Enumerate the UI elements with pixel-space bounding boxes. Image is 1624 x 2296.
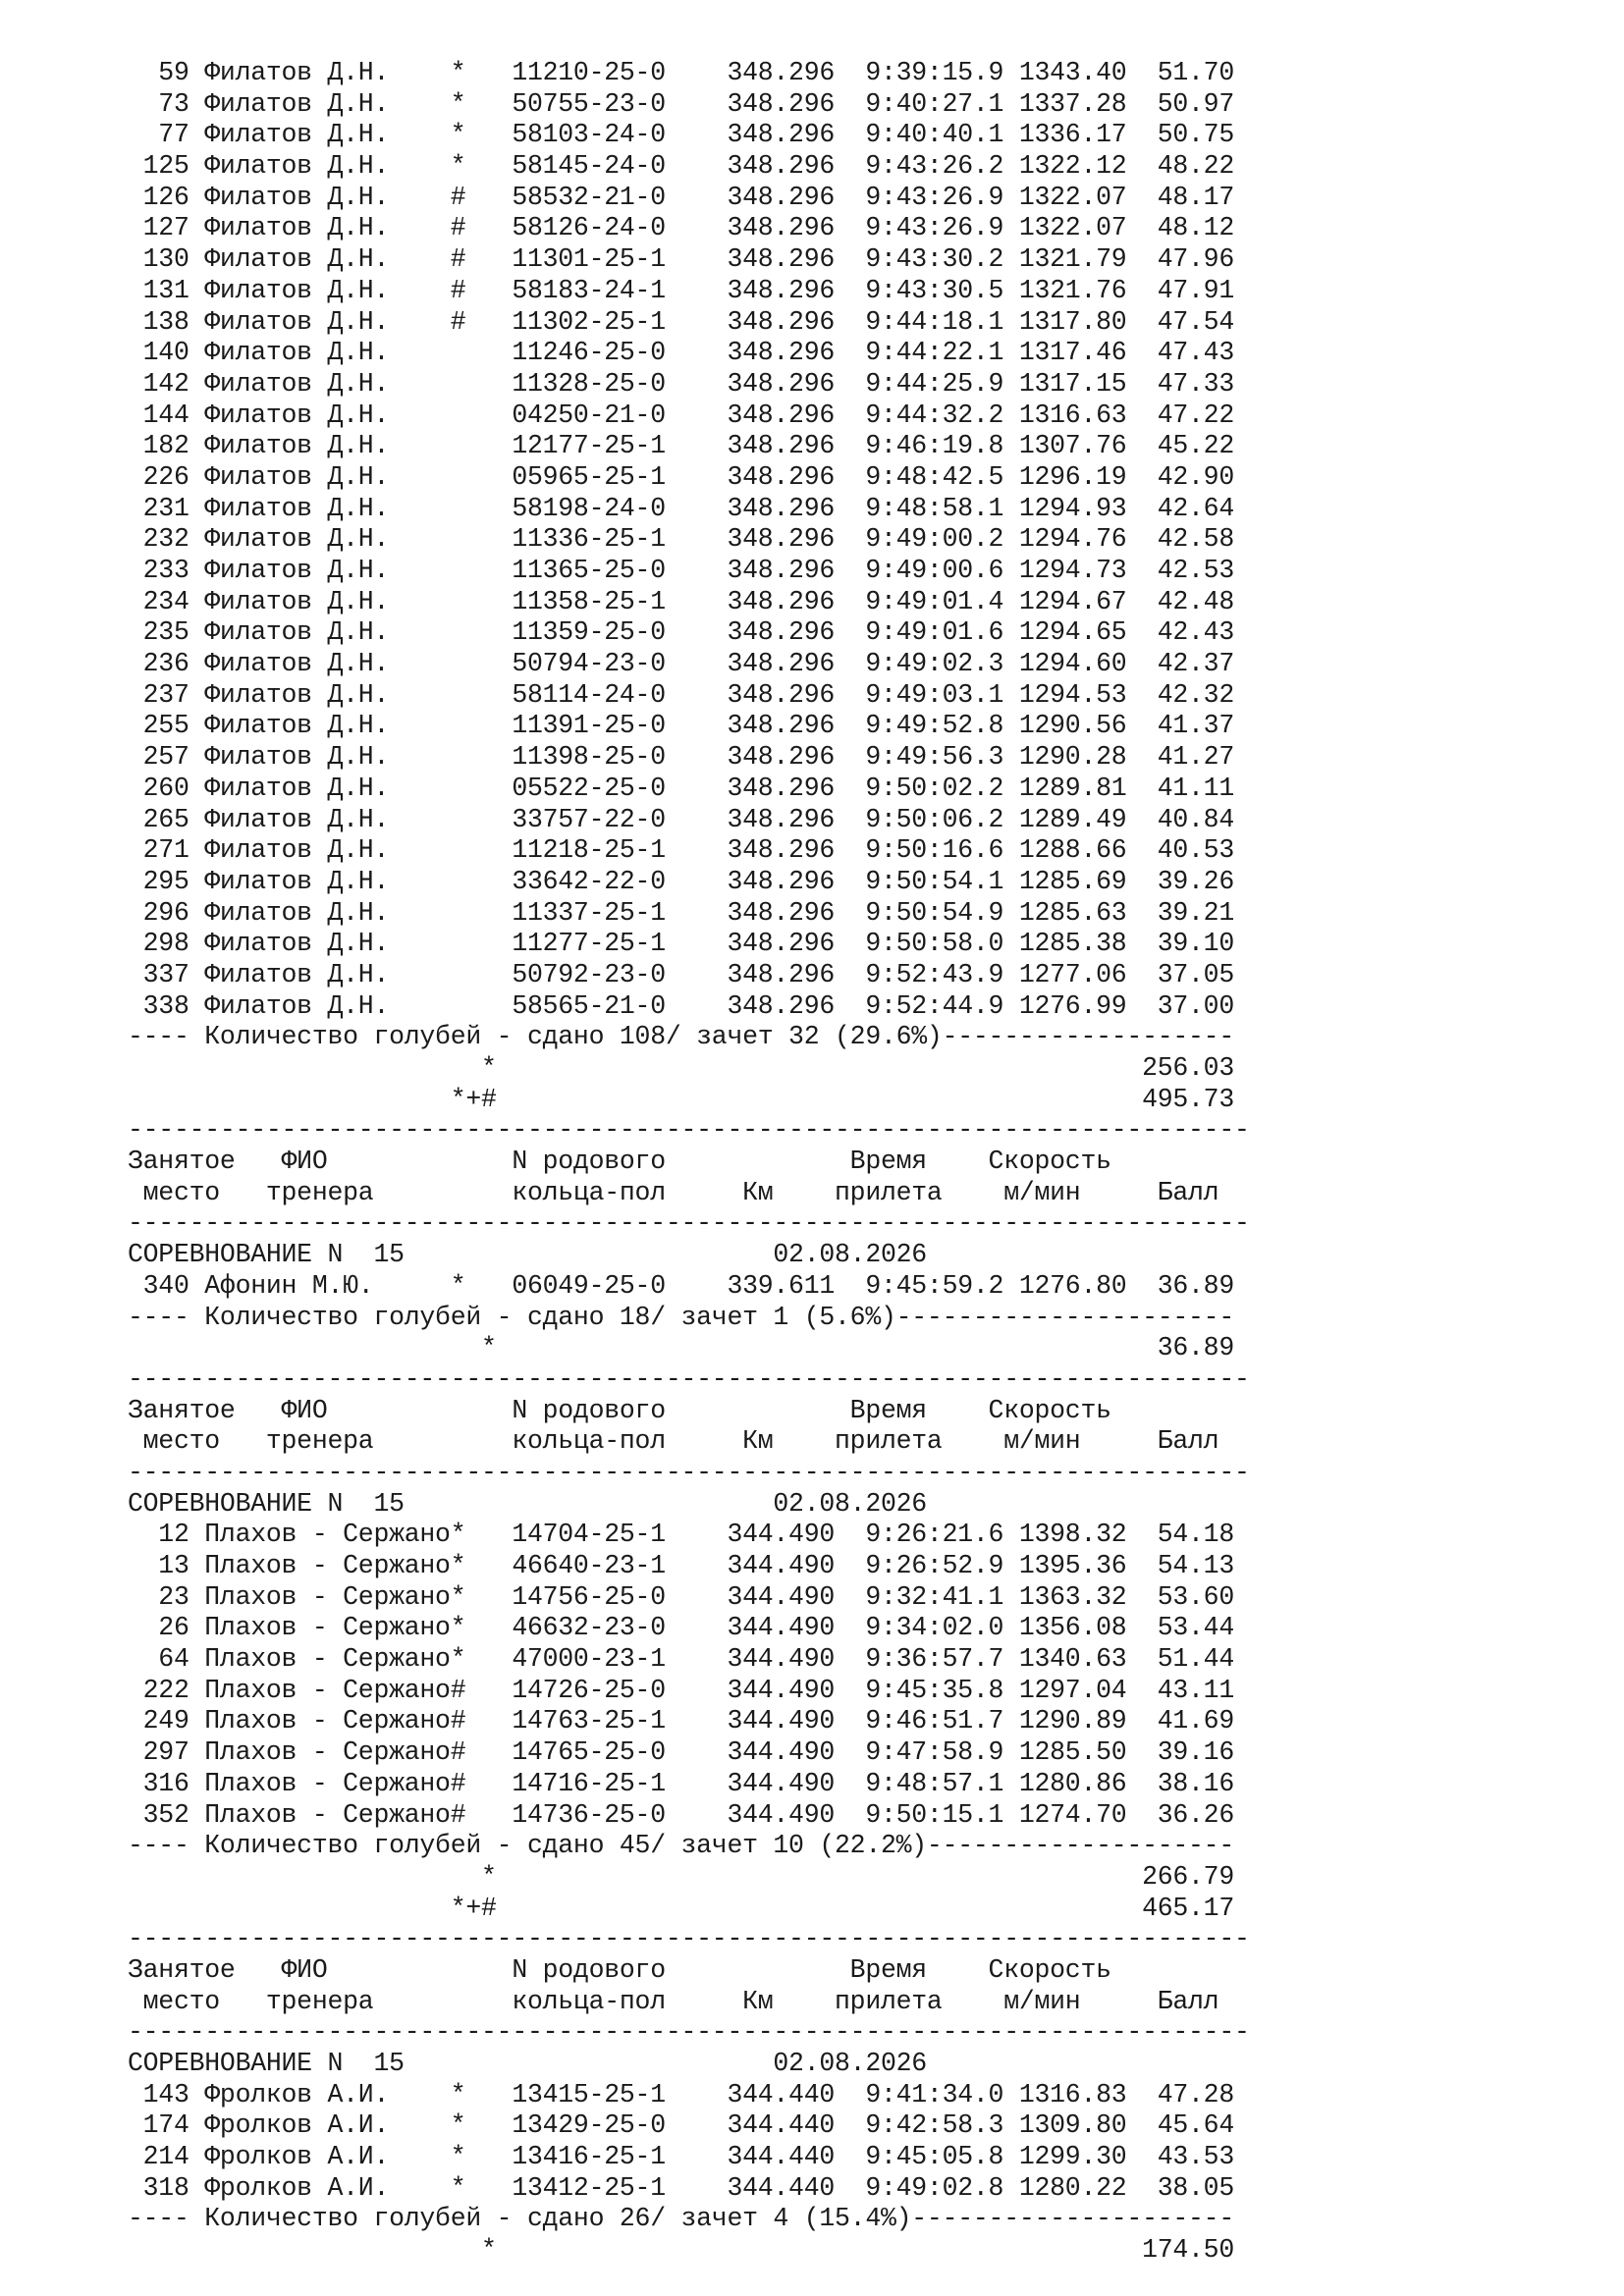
points-subtotal: *+# 465.17 — [128, 1893, 1234, 1923]
result-row: 182 Филатов Д.Н. 12177-25-1 348.296 9:46:19.8 1307.76 45.22 — [128, 431, 1234, 461]
result-row: 226 Филатов Д.Н. 05965-25-1 348.296 9:48:42.5 1296.19 42.90 — [128, 461, 1234, 492]
result-row: 296 Филатов Д.Н. 11337-25-1 348.296 9:50:54.9 1285.63 39.21 — [128, 897, 1234, 928]
pigeon-count-summary: ---- Количество голубей - сдано 108/ зачет 32 (29.6%)------------------- — [128, 1022, 1234, 1052]
result-row: 77 Филатов Д.Н. * 58103-24-0 348.296 9:40:40.1 1336.17 50.75 — [128, 120, 1234, 150]
competition-heading: СОРЕВНОВАНИЕ N 15 02.08.2026 — [128, 1488, 927, 1519]
result-row: 130 Филатов Д.Н. # 11301-25-1 348.296 9:43:30.2 1321.79 47.96 — [128, 244, 1234, 275]
separator-line: ------------------------------------------------------------------------- — [128, 1363, 1250, 1394]
points-subtotal: * 36.89 — [128, 1333, 1234, 1363]
result-row: 127 Филатов Д.Н. # 58126-24-0 348.296 9:43:26.9 1322.07 48.12 — [128, 213, 1234, 243]
result-row: 214 Фролков А.И. * 13416-25-1 344.440 9:45:05.8 1299.30 43.53 — [128, 2142, 1234, 2172]
pigeon-count-summary: ---- Количество голубей - сдано 45/ зачет 10 (22.2%)-------------------- — [128, 1831, 1234, 1861]
separator-line: ------------------------------------------------------------------------- — [128, 1208, 1250, 1239]
points-subtotal: * 174.50 — [128, 2235, 1234, 2266]
result-row: 338 Филатов Д.Н. 58565-21-0 348.296 9:52:44.9 1276.99 37.00 — [128, 990, 1234, 1021]
result-row: 340 Афонин М.Ю. * 06049-25-0 339.611 9:45:59.2 1276.80 36.89 — [128, 1270, 1234, 1301]
competition-heading: СОРЕВНОВАНИЕ N 15 02.08.2026 — [128, 2049, 927, 2078]
result-row: 59 Филатов Д.Н. * 11210-25-0 348.296 9:39:15.9 1343.40 51.70 — [128, 58, 1234, 87]
separator-line: ------------------------------------------------------------------------- — [128, 1115, 1250, 1146]
points-subtotal: * 256.03 — [128, 1053, 1234, 1083]
column-header: Занятое ФИО N родового Время Скорость — [128, 1954, 1111, 1985]
result-row: 233 Филатов Д.Н. 11365-25-0 348.296 9:49:00.6 1294.73 42.53 — [128, 556, 1234, 585]
result-row: 12 Плахов - Сержано* 14704-25-1 344.490 9:26:21.6 1398.32 54.18 — [128, 1520, 1234, 1550]
result-row: 316 Плахов - Сержано# 14716-25-1 344.490 9:48:57.1 1280.86 38.16 — [128, 1768, 1234, 1798]
column-header: место тренера кольца-пол Км прилета м/мин Балл — [128, 1426, 1219, 1457]
result-row: 231 Филатов Д.Н. 58198-24-0 348.296 9:48:58.1 1294.93 42.64 — [128, 493, 1234, 523]
result-row: 174 Фролков А.И. * 13429-25-0 344.440 9:42:58.3 1309.80 45.64 — [128, 2110, 1234, 2141]
result-row: 337 Филатов Д.Н. 50792-23-0 348.296 9:52:43.9 1277.06 37.05 — [128, 959, 1234, 989]
result-row: 13 Плахов - Сержано* 46640-23-1 344.490 9:26:52.9 1395.36 54.13 — [128, 1551, 1234, 1580]
result-row: 298 Филатов Д.Н. 11277-25-1 348.296 9:50:58.0 1285.38 39.10 — [128, 929, 1234, 959]
points-subtotal: * 266.79 — [128, 1861, 1234, 1892]
separator-line: ------------------------------------------------------------------------- — [128, 2017, 1250, 2048]
result-row: 143 Фролков А.И. * 13415-25-1 344.440 9:41:34.0 1316.83 47.28 — [128, 2079, 1234, 2109]
pigeon-count-summary: ---- Количество голубей - сдано 26/ зачет 4 (15.4%)--------------------- — [128, 2204, 1234, 2234]
result-row: 125 Филатов Д.Н. * 58145-24-0 348.296 9:43:26.2 1322.12 48.22 — [128, 151, 1234, 182]
result-row: 26 Плахов - Сержано* 46632-23-0 344.490 9:34:02.0 1356.08 53.44 — [128, 1613, 1234, 1643]
result-row: 265 Филатов Д.Н. 33757-22-0 348.296 9:50:06.2 1289.49 40.84 — [128, 804, 1234, 834]
result-row: 144 Филатов Д.Н. 04250-21-0 348.296 9:44:32.2 1316.63 47.22 — [128, 400, 1234, 430]
result-row: 318 Фролков А.И. * 13412-25-1 344.440 9:49:02.8 1280.22 38.05 — [128, 2172, 1234, 2203]
column-header: Занятое ФИО N родового Время Скорость — [128, 1395, 1111, 1425]
result-row: 73 Филатов Д.Н. * 50755-23-0 348.296 9:40:27.1 1337.28 50.97 — [128, 88, 1234, 119]
result-row: 352 Плахов - Сержано# 14736-25-0 344.490 9:50:15.1 1274.70 36.26 — [128, 1799, 1234, 1830]
result-row: 140 Филатов Д.Н. 11246-25-0 348.296 9:44:22.1 1317.46 47.43 — [128, 338, 1234, 368]
result-row: 236 Филатов Д.Н. 50794-23-0 348.296 9:49:02.3 1294.60 42.37 — [128, 649, 1234, 679]
result-row: 126 Филатов Д.Н. # 58532-21-0 348.296 9:43:26.9 1322.07 48.17 — [128, 182, 1234, 212]
separator-line: ------------------------------------------------------------------------- — [128, 1457, 1250, 1487]
result-row: 64 Плахов - Сержано* 47000-23-1 344.490 9:36:57.7 1340.63 51.44 — [128, 1644, 1234, 1675]
pigeon-count-summary: ---- Количество голубей - сдано 18/ зачет 1 (5.6%)---------------------- — [128, 1302, 1234, 1332]
result-row: 222 Плахов - Сержано# 14726-25-0 344.490 9:45:35.8 1297.04 43.11 — [128, 1675, 1234, 1705]
result-row: 249 Плахов - Сержано# 14763-25-1 344.490 9:46:51.7 1290.89 41.69 — [128, 1706, 1234, 1736]
result-row: 237 Филатов Д.Н. 58114-24-0 348.296 9:49:03.1 1294.53 42.32 — [128, 679, 1234, 710]
result-row: 131 Филатов Д.Н. # 58183-24-1 348.296 9:43:30.5 1321.76 47.91 — [128, 275, 1234, 305]
result-row: 295 Филатов Д.Н. 33642-22-0 348.296 9:50:54.1 1285.69 39.26 — [128, 866, 1234, 896]
result-row: 297 Плахов - Сержано# 14765-25-0 344.490 9:47:58.9 1285.50 39.16 — [128, 1737, 1234, 1768]
result-row: 235 Филатов Д.Н. 11359-25-0 348.296 9:49:01.6 1294.65 42.43 — [128, 617, 1234, 648]
result-row: 260 Филатов Д.Н. 05522-25-0 348.296 9:50:02.2 1289.81 41.11 — [128, 773, 1234, 803]
competition-heading: СОРЕВНОВАНИЕ N 15 02.08.2026 — [128, 1240, 927, 1270]
column-header: место тренера кольца-пол Км прилета м/мин Балл — [128, 1177, 1219, 1207]
result-row: 138 Филатов Д.Н. # 11302-25-1 348.296 9:44:18.1 1317.80 47.54 — [128, 306, 1234, 337]
result-row: 23 Плахов - Сержано* 14756-25-0 344.490 9:32:41.1 1363.32 53.60 — [128, 1581, 1234, 1612]
points-subtotal: *+# 495.73 — [128, 1084, 1234, 1114]
result-row: 234 Филатов Д.Н. 11358-25-1 348.296 9:49:01.4 1294.67 42.48 — [128, 586, 1234, 616]
column-header: Занятое ФИО N родового Время Скорость — [128, 1147, 1111, 1177]
separator-line: ------------------------------------------------------------------------- — [128, 1924, 1250, 1954]
result-row: 142 Филатов Д.Н. 11328-25-0 348.296 9:44:25.9 1317.15 47.33 — [128, 368, 1234, 399]
result-row: 232 Филатов Д.Н. 11336-25-1 348.296 9:49:00.2 1294.76 42.58 — [128, 524, 1234, 555]
result-row: 257 Филатов Д.Н. 11398-25-0 348.296 9:49:56.3 1290.28 41.27 — [128, 742, 1234, 773]
column-header: место тренера кольца-пол Км прилета м/мин Балл — [128, 1986, 1219, 2016]
result-row: 271 Филатов Д.Н. 11218-25-1 348.296 9:50:16.6 1288.66 40.53 — [128, 835, 1234, 866]
results-report — [128, 58, 1250, 2267]
result-row: 255 Филатов Д.Н. 11391-25-0 348.296 9:49:52.8 1290.56 41.37 — [128, 711, 1234, 741]
